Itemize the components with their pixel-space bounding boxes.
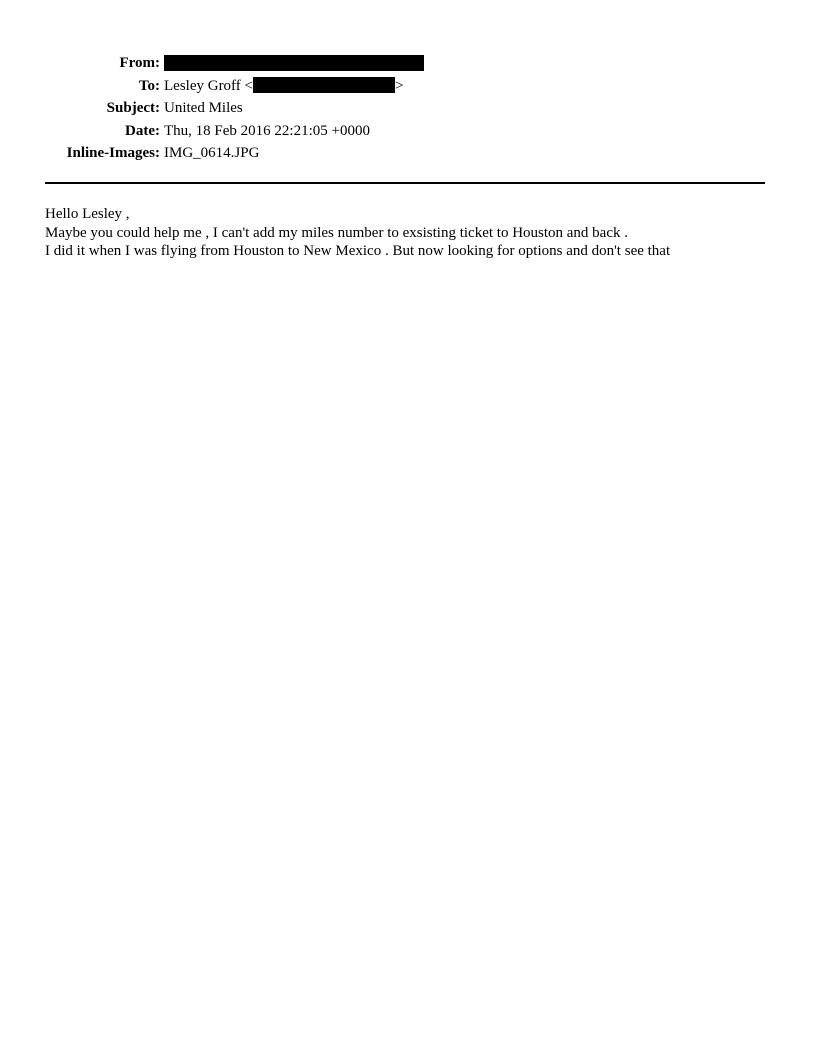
to-suffix: >: [395, 77, 404, 94]
header-row-subject: [0, 97, 816, 120]
email-body: [45, 205, 785, 261]
inline-images-value: IMG_0614.JPG: [164, 145, 260, 161]
body-greeting: Hello Lesley ,: [45, 206, 130, 222]
date-value: Thu, 18 Feb 2016 22:21:05 +0000: [164, 122, 370, 139]
email-headers: [0, 52, 816, 165]
header-row-date: [0, 120, 816, 143]
redacted-recipient-email-block: [253, 77, 395, 93]
to-name: Lesley Groff <: [164, 77, 253, 94]
to-label: To:: [138, 77, 160, 94]
header-divider: [45, 182, 765, 184]
subject-label: Subject:: [106, 100, 160, 116]
body-line-details: I did it when I was flying from Houston to New Mexico . But now looking for options and don't see that: [45, 243, 671, 259]
header-row-inline-images: [0, 142, 816, 165]
header-row-from: [0, 52, 816, 75]
to-value: [164, 75, 403, 98]
from-label: From:: [119, 55, 160, 71]
header-row-to: [0, 75, 816, 98]
redacted-sender-block: [164, 55, 424, 71]
subject-value: United Miles: [164, 100, 243, 116]
inline-images-label: Inline-Images:: [66, 145, 160, 161]
date-label: Date:: [125, 122, 160, 139]
body-line-request: Maybe you could help me , I can't add my miles number to exsisting ticket to Houston and back .: [45, 224, 629, 241]
